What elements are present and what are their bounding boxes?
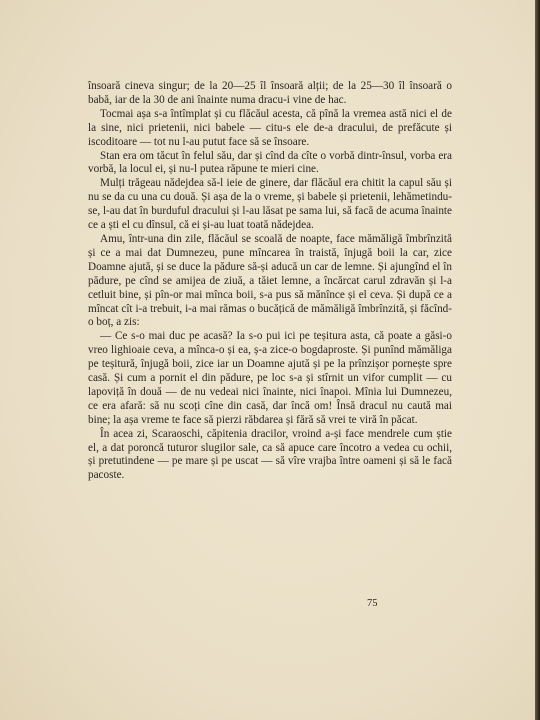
paragraph-4: Mulți trăgeau nădejdea să-l ieie de ginere, dar flăcăul era chitit la capul său și nu se da cu una cu două. Și așa de la o vreme, și babele și prietenii, lehămetindu-se, l-au dat în burduful dracului și l-au lăsat pe sama lui, să facă de acuma înainte ce a ști el cu dînsul, că ei și-au luat toată nădejdea.	[88, 177, 452, 232]
body-text	[88, 80, 452, 483]
paragraph-3: Stan era om tăcut în felul său, dar și cînd da cîte o vorbă dintr-însul, vorba era vorbă, la locul ei, și nu-l putea răpune te mieri cine.	[88, 149, 452, 176]
page-edge-shadow	[535, 0, 540, 720]
paragraph-6: — Ce s-o mai duc pe acasă? Ia s-o pui ici pe teșitura asta, că poate a găsi-o vreo lighioaie ceva, a mînca-o și ea, ș-a zice-o bogdaproste. Și punînd mămăliga pe teșitură, înjugă boii, zice iar un Doamne ajută și pe la prînzișor pornește spre casă. Și cum a pornit el din pădure, pe loc s-a și stîrnit un vifor cumplit — cu lapoviță în două — de nu vedeai nici înainte, nici înapoi. Mînia lui Dumnezeu, ce era afară: să nu scoți cîne din casă, dar încă om! Însă dracul nu caută mai bine; la așa vreme te face să pierzi răbdarea și fără să vrei te viră în păcat.	[88, 330, 452, 426]
paragraph-1: însoară cineva singur; de la 20—25 îl însoară alții; de la 25—30 îl însoară o babă, iar de la 30 de ani înainte numa dracu-i vine de hac.	[88, 80, 452, 106]
paragraph-7: În acea zi, Scaraoschi, căpitenia dracilor, vroind a-și face mendrele cum știe el, a dat poroncă tuturor slugilor sale, ca să apuce care încotro a vedea cu ochii, și pretutindene — pe mare și pe uscat — să vîre vrajba între oameni și să le facă pacoste.	[88, 427, 452, 482]
paragraph-2: Tocmai așa s-a întîmplat și cu flăcăul acesta, că pînă la vremea astă nici el de la sine, nici prietenii, nici babele — citu-s ele de-a dracului, de prefăcute și iscoditoare — tot nu l-au putut face să se însoare.	[88, 107, 452, 148]
paragraph-5: Amu, într-una din zile, flăcăul se scoală de noapte, face mămăligă îmbrînzită și ce a mai dat Dumnezeu, pune mîncarea în traistă, înjugă boii la car, zice Doamne ajută, și se duce la pădure să-și aducă un car de lemne. Și ajungînd el în pădure, pe cînd se amijea de ziuă, a tăiet lemne, a încărcat carul zdravăn și l-a cetluit bine, și pîn-or mai mînca boii, s-a pus să mănînce și el ceva. Și după ce a mîncat cît i-a trebuit, i-a mai rămas o bucățică de mămăligă îmbrînzită, și făcînd-o boț, a zis:	[88, 232, 452, 329]
page-number: 75	[367, 598, 378, 609]
